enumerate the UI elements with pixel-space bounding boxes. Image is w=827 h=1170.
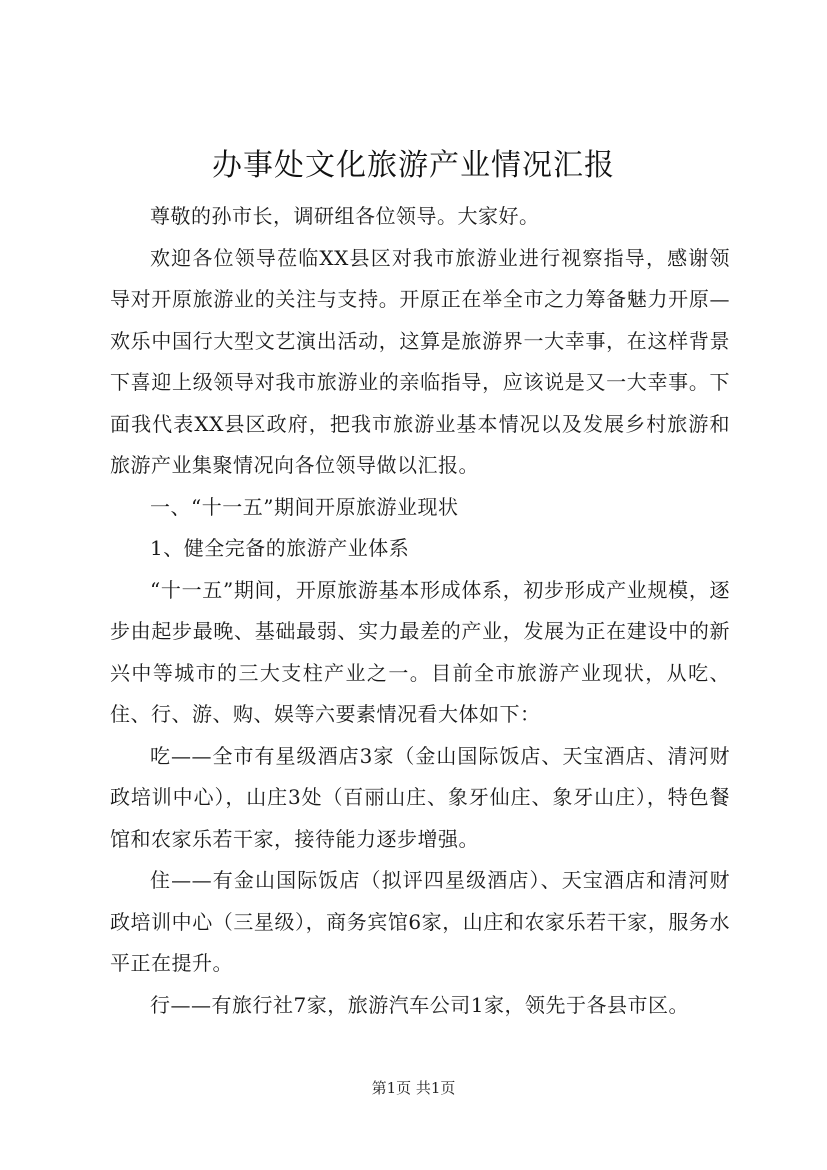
paragraph-greeting: 尊敬的孙市长，调研组各位领导。大家好。 bbox=[150, 204, 540, 228]
paragraph-travel: 行——有旅行社7家，旅游汽车公司1家，领先于各县市区。 bbox=[150, 992, 689, 1017]
subsection-heading-1: 1、健全完备的旅游产业体系 bbox=[150, 536, 410, 560]
page-footer: 第1页 共1页 bbox=[371, 1079, 456, 1097]
document-title: 办事处文化旅游产业情况汇报 bbox=[212, 148, 615, 183]
document-body bbox=[110, 196, 730, 1026]
paragraph-stay: 住——有金山国际饭店（拟评四星级酒店）、天宝酒店和清河财政培训中心（三星级），商务宾馆6家，山庄和农家乐若干家，服务水平正在提升。 bbox=[110, 868, 730, 975]
paragraph-overview: “十一五”期间，开原旅游基本形成体系，初步形成产业规模，逐步由起步最晚、基础最弱、实力最差的产业，发展为正在建设中的新兴中等城市的三大支柱产业之一。目前全市旅游产业现状，从吃、住、行、游、购、娱等六要素情况看大体如下： bbox=[110, 577, 730, 726]
section-heading-1: 一、“十一五”期间开原旅游业现状 bbox=[150, 494, 459, 519]
paragraph-eat: 吃——全市有星级酒店3家（金山国际饭店、天宝酒店、清河财政培训中心），山庄3处（百丽山庄、象牙仙庄、象牙山庄），特色餐馆和农家乐若干家，接待能力逐步增强。 bbox=[110, 743, 730, 851]
paragraph-welcome: 欢迎各位领导莅临XX县区对我市旅游业进行视察指导，感谢领导对开原旅游业的关注与支持。开原正在举全市之力筹备魅力开原—欢乐中国行大型文艺演出活动，这算是旅游界一大幸事，在这样背景下喜迎上级领导对我市旅游业的亲临指导，应该说是又一大幸事。下面我代表XX县区政府，把我市旅游业基本情况以及发展乡村旅游和旅游产业集聚情况向各位领导做以汇报。 bbox=[110, 245, 730, 477]
